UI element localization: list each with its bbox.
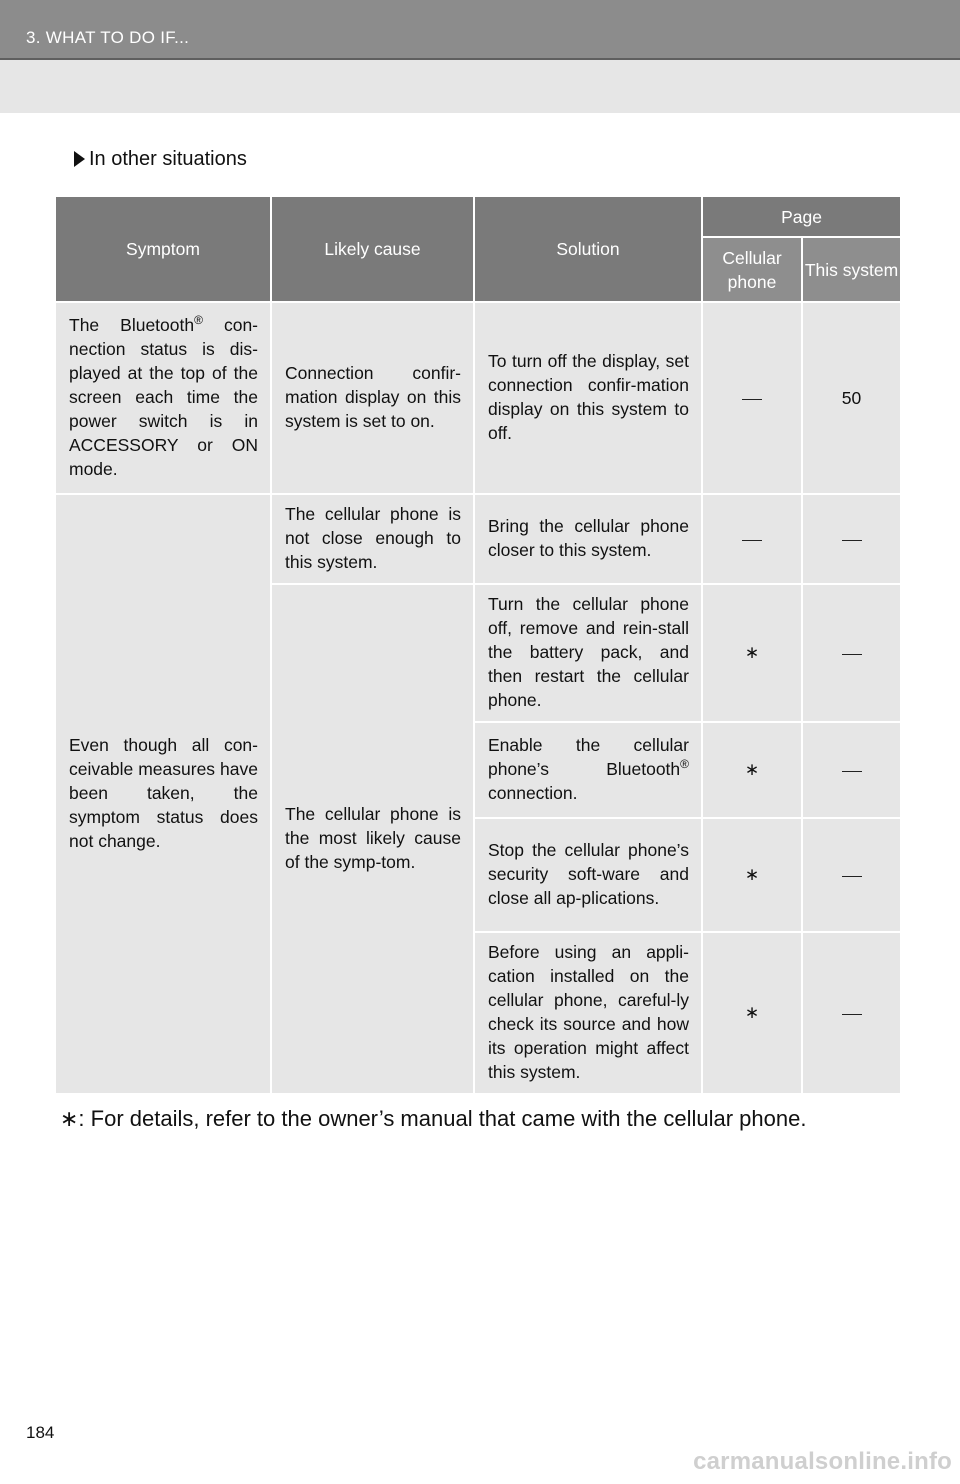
- solution-text: Enable the cellular phone’s Bluetooth: [488, 735, 689, 779]
- page-cellular-cell: ∗: [702, 932, 802, 1094]
- page-cellular-cell: ∗: [702, 584, 802, 722]
- header-page: Page: [702, 196, 901, 237]
- symptom-cell: Even though all con-ceivable measures have been taken, the symptom status does not change.: [55, 494, 271, 1094]
- header-cellular-phone: Cellular phone: [702, 237, 802, 302]
- symptom-text: The Bluetooth: [69, 315, 195, 335]
- footnote: ∗: For details, refer to the owner’s manual that came with the cellular phone.: [60, 1106, 807, 1131]
- solution-cell: Stop the cellular phone’s security soft-ware and close all ap-plications.: [474, 818, 702, 932]
- troubleshooting-table: [54, 195, 902, 1095]
- solution-cell: Before using an appli-cation installed on the cellular phone, careful-ly check its source and how its operation might affect this system.: [474, 932, 702, 1094]
- page-system-cell: [802, 494, 901, 584]
- solution-text: connection.: [488, 783, 578, 803]
- cause-cell: Connection confir-mation display on this system is set to on.: [271, 302, 474, 494]
- table-row: [55, 494, 901, 584]
- section-title: 3. WHAT TO DO IF...: [26, 28, 190, 47]
- header-likely-cause: Likely cause: [271, 196, 474, 302]
- dash-mark: [742, 540, 762, 541]
- solution-cell: Bring the cellular phone closer to this system.: [474, 494, 702, 584]
- page-cellular-cell: ∗: [702, 818, 802, 932]
- header-this-system: This system: [802, 237, 901, 302]
- table-row: [55, 302, 901, 494]
- page-number: 184: [26, 1423, 55, 1442]
- page-system-cell: [802, 584, 901, 722]
- page-cellular-cell: [702, 494, 802, 584]
- triangle-arrow-icon: [74, 151, 85, 167]
- cause-cell: The cellular phone is the most likely cause of the symp-tom.: [271, 584, 474, 1094]
- symptom-text: con-nection status is dis-played at the top of the screen each time the power switch is in ACCESSORY or ON mode.: [69, 315, 258, 479]
- dash-mark: [742, 399, 762, 400]
- solution-cell: To turn off the display, set connection confir-mation display on this system to off.: [474, 302, 702, 494]
- header-band: [0, 60, 960, 113]
- dash-mark: [842, 540, 862, 541]
- cause-cell: The cellular phone is not close enough to this system.: [271, 494, 474, 584]
- header-bar: [0, 0, 960, 60]
- page-system-cell: [802, 722, 901, 818]
- solution-cell: Turn the cellular phone off, remove and rein-stall the battery pack, and then restart the cellular phone.: [474, 584, 702, 722]
- page-system-cell: [802, 818, 901, 932]
- dash-mark: [842, 654, 862, 655]
- solution-cell: [474, 722, 702, 818]
- header-symptom: Symptom: [55, 196, 271, 302]
- symptom-cell: [55, 302, 271, 494]
- dash-mark: [842, 1014, 862, 1015]
- registered-mark: ®: [680, 757, 689, 772]
- page-cellular-cell: [702, 302, 802, 494]
- header-solution: Solution: [474, 196, 702, 302]
- dash-mark: [842, 876, 862, 877]
- dash-mark: [842, 771, 862, 772]
- watermark: carmanualsonline.info: [693, 1448, 952, 1475]
- registered-mark: ®: [194, 313, 203, 328]
- subheading-text: In other situations: [89, 148, 247, 170]
- page-cellular-cell: ∗: [702, 722, 802, 818]
- page-system-cell: 50: [802, 302, 901, 494]
- page-system-cell: [802, 932, 901, 1094]
- subheading: [74, 148, 247, 171]
